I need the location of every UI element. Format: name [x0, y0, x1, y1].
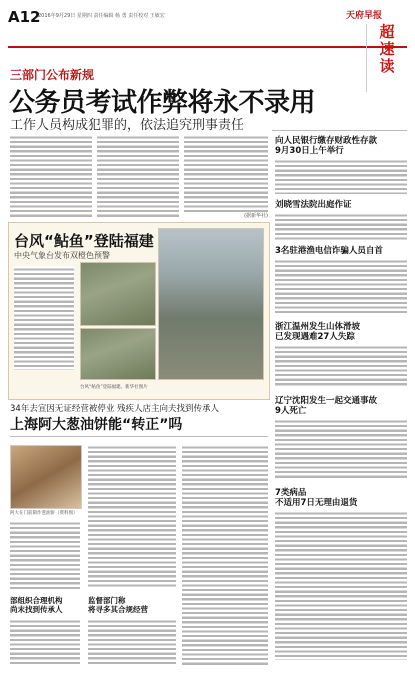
sidebar-body	[275, 510, 407, 660]
bottom-side-head: 将寻多其合规经营	[88, 605, 148, 614]
sidebar-title: 辽宁沈阳发生一起交通事故	[275, 396, 378, 406]
bottom-side-head: 尚末找到传承人	[10, 605, 63, 614]
section-label	[366, 24, 407, 92]
sidebar-subtitle: 9人死亡	[275, 406, 307, 416]
page-meta: 2016年9月29日 星期四 责任编辑 杨 勇 责任校对 王敏宏	[38, 13, 165, 19]
sidebar-title: 7类病品	[275, 488, 307, 498]
typhoon-caption: 台风“鲇鱼”登陆福建。新华社图片	[80, 385, 148, 390]
sidebar-divider	[272, 130, 407, 131]
sidebar-title: 刘晓雪法院出庭作证	[275, 200, 352, 210]
sidebar-title: 3名驻港渔电信诈骗人员自首	[275, 246, 383, 256]
typhoon-photo-2	[80, 328, 156, 380]
bottom-kicker: 34年去宣因无证经营被停业 残疾人店主向夫找到传承人	[10, 404, 220, 414]
sidebar-title: 向人民银行缴存财政性存款	[275, 136, 378, 146]
sidebar-title: 浙江温州发生山体滑坡	[275, 322, 361, 332]
sidebar-subtitle: 已发现遇难27人失踪	[275, 332, 355, 342]
newspaper-logo: 天府早报	[346, 11, 383, 21]
main-kicker: 三部门公布新规	[10, 68, 95, 82]
main-body-col-3	[184, 134, 268, 212]
typhoon-body	[14, 266, 74, 370]
bottom-body-col-2	[88, 444, 176, 588]
bottom-side-head: 部组织合理机构	[10, 596, 63, 605]
sidebar-body	[275, 212, 407, 240]
main-body-col-2	[97, 134, 179, 218]
sidebar-body	[275, 344, 407, 388]
bottom-side-head: 监督部门称	[88, 596, 126, 605]
main-credit: (据新华社)	[244, 213, 268, 219]
sidebar-body	[275, 258, 407, 314]
sidebar-body	[275, 158, 407, 194]
bottom-rule	[10, 436, 268, 437]
bottom-body-col-1a	[10, 520, 80, 590]
header-rule	[8, 46, 407, 48]
typhoon-subtitle: 中央气象台发布双橙色预警	[14, 251, 110, 260]
main-headline: 公务员考试作弊将永不录用	[9, 88, 316, 118]
bottom-body-col-1b	[10, 618, 80, 666]
section-char: 超	[379, 23, 395, 41]
main-subhead: 工作人员构成犯罪的，依法追究刑事责任	[10, 118, 245, 133]
typhoon-photo-1	[80, 262, 156, 326]
bottom-body-col-2b	[88, 618, 176, 666]
page-number: A12	[8, 8, 41, 26]
typhoon-photo-3	[158, 228, 264, 380]
sidebar-body	[275, 418, 407, 478]
sidebar-subtitle: 不适用7日无理由退货	[275, 498, 358, 508]
cake-caption: 阿大在门前制作葱油饼（资料图）	[10, 511, 78, 516]
sidebar-subtitle: 9月30日上午举行	[275, 146, 344, 156]
section-char: 速	[379, 40, 395, 58]
bottom-headline: 上海阿大葱油饼能“转正”吗	[10, 417, 183, 433]
bottom-body-col-3	[182, 444, 268, 666]
main-body-col-1	[10, 134, 92, 218]
section-char: 读	[379, 57, 395, 75]
cake-photo	[10, 445, 82, 509]
typhoon-title: 台风“鲇鱼”登陆福建	[14, 232, 154, 250]
